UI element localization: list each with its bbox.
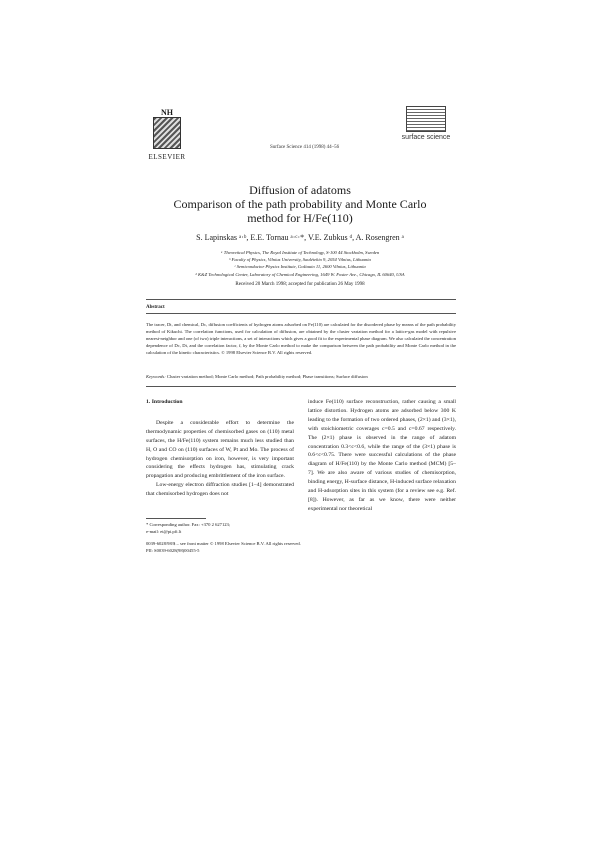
pii-line: PII: S0039-6028(98)00455-5 [146, 548, 200, 553]
paragraph: Despite a considerable effort to determine the thermodynamic properties of chemisorbed gases on (110) metal surfaces, the H/Fe(110) system remains much less studied than H, O and CO on (110) surfaces of W, Pt and Mo. The process of hydrogen chemisorption on iron, however, is very important considering the effects hydrogen has, stimulating crack propagation and producing embrittlement of the iron surface. [146, 419, 294, 480]
affiliation: ᵈ K&Z Technological Center, Laboratory of Chemical Engineering, 1649 W. Foster Ave., Chicago, IL 60640, USA [195, 271, 405, 277]
corresponding-author: * Corresponding author. Fax: +370 2 627123; [146, 522, 231, 527]
keywords-list: Cluster variation method; Monte Carlo method; Path probability method; Phase transitions; Surface diffusion [166, 374, 368, 379]
publisher-logo [146, 108, 188, 161]
publisher-logo-text: NH [161, 108, 173, 117]
issn-line: 0039-6028/98/$ – see front matter © 1998 Elsevier Science B.V. All rights reserved. [146, 541, 301, 546]
abstract-heading: Abstract [146, 305, 165, 310]
journal-emblem-icon [406, 106, 446, 132]
divider [146, 299, 456, 300]
right-column [308, 398, 456, 514]
title-line: method for H/Fe(110) [247, 211, 353, 225]
keywords [146, 374, 456, 379]
title-line: Comparison of the path probability and Monte Carlo [173, 197, 427, 211]
publication-info [146, 540, 301, 554]
journal-name: surface science [401, 134, 451, 141]
affiliation: ᵇ Faculty of Physics, Vilnius University, Saulėtekio 9, 2054 Vilnius, Lithuania [229, 257, 371, 263]
paragraph: induce Fe(110) surface reconstruction, rather causing a small lattice distortion. Hydrogen atoms are adsorbed below 300 K leading to the formation of two ordered phases, (2×1) and (3×1), with stoichiometric coverages c=0.5 and c=0.67 respectively. The (2×1) phase is observed in the range of adatom concentration 0.3<c<0.6, while the range of the (3×1) phase is 0.6<c<0.75. There were successful calculations of the phase diagram of H/Fe(110) by the Monte Carlo method (MCM) [5–7]. We are also aware of various studies of chemisorption, binding energy, H-surface distance, H-induced surface relaxation and H-adsorption sites in this system (for a review see e.g. Ref. [8]). However, as far as we know, there were neither experimental nor theoretical [308, 399, 456, 512]
title-line: Diffusion of adatoms [249, 183, 351, 197]
footnote-rule [146, 518, 206, 519]
section-heading: 1. Introduction [146, 399, 183, 405]
abstract-text: The tracer, Dt, and chemical, Dc, diffusion coefficients of hydrogen atoms adsorbed on Fe(110) are calculated for the disordered phase by means of the path probability method of Kikuchi. The correlation functions, used for calculation of diffusion, are obtained by the cluster variation method for a lattice-gas model with repulsive nearest-neighbor and one (of two) triple interactions, a set of interactions which gives a good fit to the experimental phase diagram. We also calculated the concentration dependence of Dc, Dt, and the correlation factor, f, by the Monte Carlo method to make the comparison between the path probability and Monte Carlo method in the calculation of the kinetic characteristics. © 1998 Elsevier Science B.V. All rights reserved. [146, 322, 456, 355]
citation: Surface Science 414 (1998) 44–56 [270, 145, 340, 150]
email: e-mail: et@pi.pfi.lt [146, 529, 182, 534]
divider [146, 313, 456, 314]
received-dates: Received 20 March 1998; accepted for publication 26 May 1998 [235, 282, 365, 287]
keywords-label: Keywords: [146, 374, 166, 379]
publisher-name: ELSEVIER [148, 153, 186, 161]
footnote [146, 521, 294, 535]
left-column [146, 398, 294, 499]
affiliations [120, 249, 480, 278]
authors: S. Lapinskas ᵃ·ᵇ, E.E. Tornau ᵃ·ᶜ·*, V.E. Zubkus ᵈ, A. Rosengren ᵃ [196, 233, 404, 242]
elsevier-tree-icon [153, 117, 181, 149]
divider [146, 386, 456, 387]
affiliation: ᵃ Theoretical Physics, The Royal Institute of Technology, S-100 44 Stockholm, Sweden [220, 250, 380, 255]
affiliation: ᶜ Semiconductor Physics Institute, Goštauto 11, 2600 Vilnius, Lithuania [234, 264, 366, 270]
article-title [120, 183, 480, 225]
paragraph: Low-energy electron diffraction studies [1–4] demonstrated that chemisorbed hydrogen does not [146, 482, 294, 498]
journal-logo [398, 106, 454, 144]
